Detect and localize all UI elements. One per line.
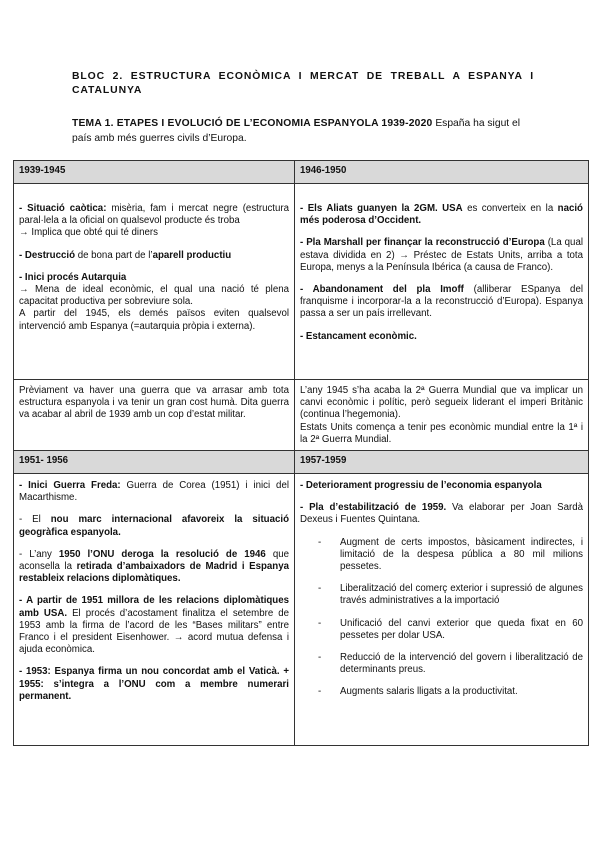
list-item <box>19 250 289 262</box>
item-bold: - Destrucció <box>19 249 75 261</box>
table-row <box>14 451 589 474</box>
item-text: Va elaborar per Joan Sardà Dexeus i Fuentes Quintana. <box>300 502 583 526</box>
cell-1946-1950-events <box>295 184 589 380</box>
table-row <box>14 161 589 184</box>
item-bold: 1950 l’ONU deroga la resolució de 1946 <box>58 548 266 560</box>
period-header-1939-1945: 1939-1945 <box>14 161 295 184</box>
item-bold: retirada d’ambaixadors de Madrid i Espanya restableix relacions diplomàtiques. <box>19 561 289 585</box>
list-item: - Liberalització del comerç exterior i supressió de algunes través administratives a la importació <box>322 583 583 607</box>
item-text: (alliberar ESpanya del franquisme i incorporar-la a la reconstrucció d’Europa). Espanya passa a ser un país irrellevant. <box>300 284 583 320</box>
period-header-1951-1956: 1951- 1956 <box>14 451 295 474</box>
list-item <box>19 514 289 538</box>
item-bold: - Inici Guerra Freda: <box>19 480 121 491</box>
economy-periods-table <box>13 160 589 746</box>
item-text: - El <box>19 514 51 526</box>
context-text: Prèviament va haver una guerra que va arrasar amb tota estructura espanyola i va tenir un gran cost humà. Dita guerra va acabar al abril de 1939 amb un cop d’estat militar. <box>19 385 289 421</box>
context-text: L’any 1945 s’ha acaba la 2ª Guerra Mundial que va implicar un canvi econòmic i polític, però segueix liderant el imperi Britànic (continua l’hegemonia). <box>300 385 583 421</box>
item-bold: - Pla Marshall per finançar la reconstrucció d’Europa <box>300 237 545 249</box>
item-text: A partir del 1945, els demés països eviten qualsevol intervenció amb Espanya (=autarquia pròpia i externa). <box>19 308 289 332</box>
item-text: misèria, fam i mercat negre (estructura paral·lela a la oficial on qualsevol producte és troba <box>19 203 290 227</box>
cell-1939-1945-events <box>14 184 295 380</box>
table-row <box>14 184 589 380</box>
cell-1957-1959-events <box>295 474 589 746</box>
table-row <box>14 474 589 746</box>
period-header-1957-1959: 1957-1959 <box>295 451 589 474</box>
list-item <box>300 502 583 526</box>
item-bold: - Inici procés Autarquia <box>19 271 127 283</box>
table-row <box>14 380 589 451</box>
cell-1939-1945-context <box>14 380 295 451</box>
list-item <box>19 480 289 504</box>
list-item: - Unificació del canvi exterior que queda fixat en 60 pessetes per dolar USA. <box>322 618 583 642</box>
list-item <box>19 272 289 333</box>
item-bold: nació més poderosa d’Occident. <box>300 203 583 227</box>
cell-1951-1956-events <box>14 474 295 746</box>
item-bold: - A partir de 1951 millora de les relacions diplomàtiques amb USA. <box>19 595 289 619</box>
context-text: Estats Units comença a tenir pes econòmic mundial entre la 1ª i la 2ª Guerra Mundial. <box>300 421 583 445</box>
topic-title-note: España ha sigut el país amb més guerres civils d’Europa. <box>72 118 521 144</box>
item-text: → Mena de ideal econòmic, el qual una nació té plena capacitat productiva per sobreviure sola. <box>19 284 289 308</box>
list-item: - Augment de certs impostos, bàsicament indirectes, i limitació de la despesa pública a 80 mil milions pessetes. <box>322 537 583 574</box>
list-item <box>300 480 583 492</box>
period-header-1946-1950: 1946-1950 <box>295 161 589 184</box>
item-text: que aconsella la <box>19 548 289 573</box>
item-text: de bona part de l’ <box>75 249 153 261</box>
list-item: - Augments salaris lligats a la productivitat. <box>322 686 583 698</box>
item-text: (La qual estava dividida en 2) → Préstec de Estats Units, arriba a tota Europa, menys a la Península Ibérica (a causa de Franco). <box>300 237 583 273</box>
item-bold: nou marc internacional afavoreix la situació geogràfica espanyola. <box>19 514 289 538</box>
item-bold: - 1953: Espanya firma un nou concordat amb el Vaticà. + 1955: s’integra a l’ONU com a membre numerari permanent. <box>19 666 289 702</box>
item-text: → Implica que obté qui té diners <box>19 227 158 239</box>
list-item <box>300 237 583 274</box>
item-text: Guerra de Corea (1951) i inici del Macarthisme. <box>19 480 289 504</box>
item-bold: - Situació caòtica: <box>19 203 107 214</box>
item-bold: - Deteriorament progressiu de l’economia espanyola <box>300 480 542 491</box>
item-bold: - Els Aliats guanyen la 2GM. USA <box>300 203 463 214</box>
list-item <box>19 666 289 703</box>
topic-title <box>72 116 534 146</box>
list-item: - Reducció de la intervenció del govern i liberalització de determinants preus. <box>322 652 583 676</box>
cell-1946-1950-context <box>295 380 589 451</box>
list-item <box>19 595 289 656</box>
item-text: - L’any <box>19 548 59 560</box>
item-bold: - Estancament econòmic. <box>300 330 417 342</box>
item-text: es converteix en la <box>462 203 558 214</box>
list-item <box>300 203 583 227</box>
list-item <box>300 331 583 343</box>
list-item <box>300 284 583 321</box>
list-item <box>19 203 289 240</box>
stabilization-measures-list <box>300 537 583 699</box>
item-bold: - Pla d’estabilització de 1959. <box>300 502 447 514</box>
section-heading: BLOC 2. ESTRUCTURA ECONÒMICA I MERCAT DE TREBALL A ESPANYA I CATALUNYA <box>72 71 534 96</box>
item-bold: aparell productiu <box>152 249 232 261</box>
item-text: El procés d’acostament finalitza el setembre de 1953 amb la firma de l’acord de les “Bases militars” entre Franco i el president Eisenhower. → acord mutua defensa i ajuda econòmica. <box>19 607 289 656</box>
item-bold: - Abandonament del pla Imoff <box>300 284 464 296</box>
list-item <box>19 549 289 586</box>
topic-title-bold: TEMA 1. ETAPES I EVOLUCIÓ DE L’ECONOMIA ESPANYOLA 1939-2020 <box>72 118 433 129</box>
